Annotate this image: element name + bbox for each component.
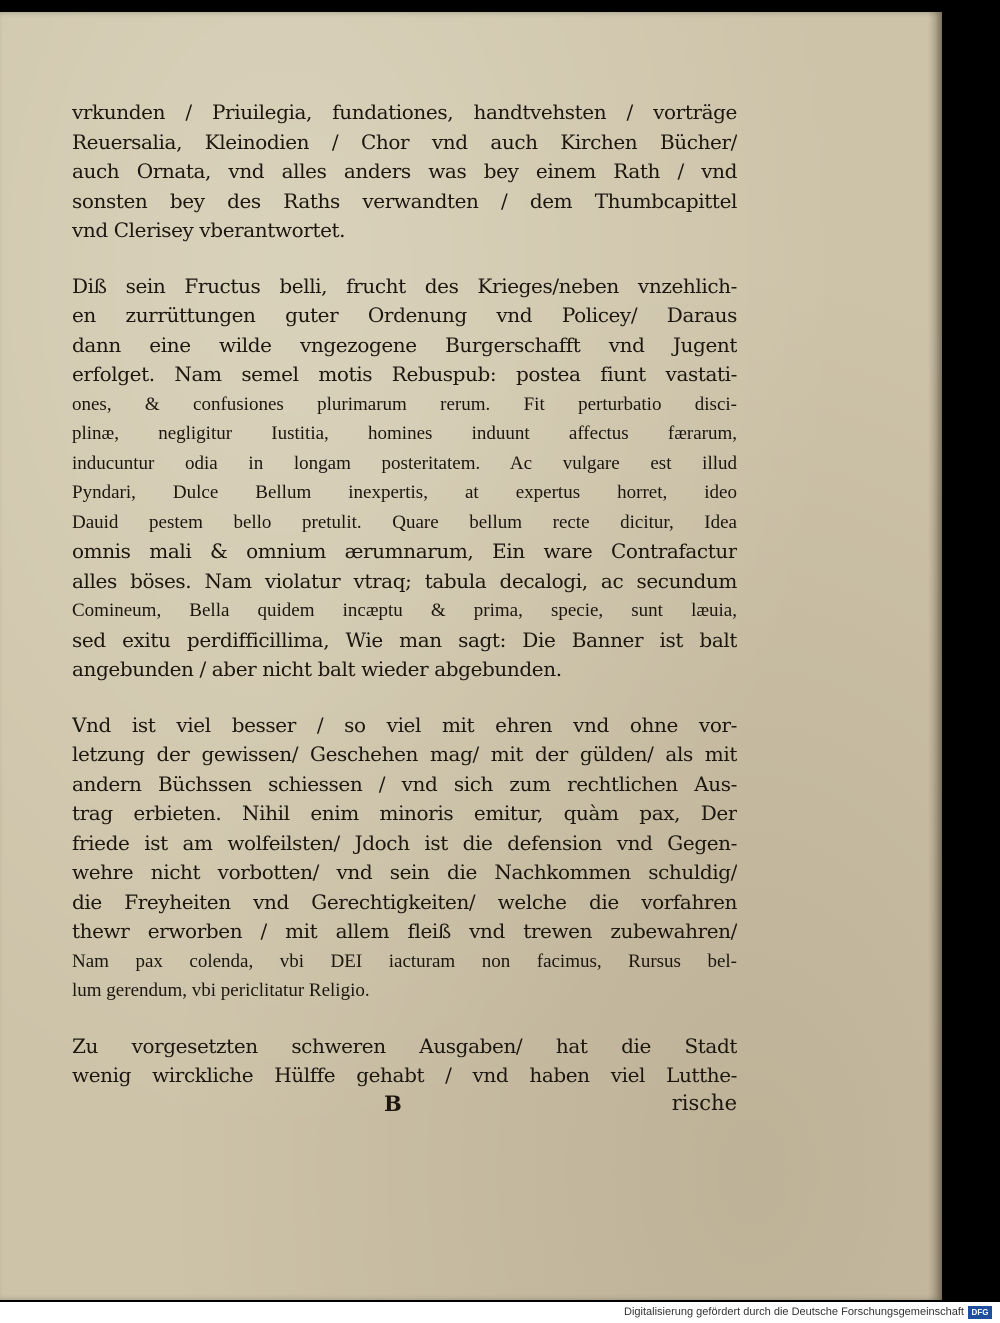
text-line: Vnd ist viel besser / so viel mit ehren vnd ohne vor- — [72, 712, 737, 737]
funding-credit: Digitalisierung gefördert durch die Deutsche Forschungsgemeinschaft — [624, 1306, 964, 1318]
text-line: angebunden / aber nicht balt wieder abgebunden. — [72, 657, 562, 681]
text-line: Comineum, Bella quidem incæptu & prima, specie, sunt læuia, — [72, 600, 737, 621]
text-line: Dauid pestem bello pretulit. Quare bellum recte dicitur, Idea — [72, 511, 737, 533]
text-line: omnis mali & omnium ærumnarum, Ein ware Contrafactur — [72, 539, 737, 563]
text-line: Diß sein Fructus belli, frucht des Krieges/neben vnzehlich- — [72, 273, 737, 298]
text-line: sonsten bey des Raths verwandten / dem Thumbcapittel — [72, 188, 737, 213]
page-text — [72, 98, 737, 1121]
digitization-footer — [0, 1302, 1000, 1323]
text-line: lum gerendum, vbi periclitatur Religio. — [72, 980, 370, 1001]
text-line: alles böses. Nam violatur vtraq; tabula decalogi, ac secundum — [72, 568, 737, 593]
text-line: ones, & confusiones plurimarum rerum. Fit perturbatio disci- — [72, 393, 737, 415]
book-page — [0, 12, 942, 1300]
text-line: Pyndari, Dulce Bellum inexpertis, at expertus horret, ideo — [72, 482, 737, 503]
paragraph-4 — [72, 1032, 737, 1091]
text-line: Reuersalia, Kleinodien / Chor vnd auch Kirchen Bücher/ — [72, 129, 737, 154]
text-line: plinæ, negligitur Iustitia, homines induunt affectus færarum, — [72, 423, 737, 444]
text-line: erfolget. Nam semel motis Rebuspub: postea fiunt vastati- — [72, 362, 737, 386]
text-line: wehre nicht vorbotten/ vnd sein die Nachkommen schuldig/ — [72, 860, 737, 884]
text-line: thewr erworben / mit allem fleiß vnd trewen zubewahren/ — [72, 919, 737, 943]
text-line: dann eine wilde vngezogene Burgerschafft vnd Jugent — [72, 332, 737, 357]
paragraph-1 — [72, 98, 737, 246]
signature-mark: B — [384, 1090, 402, 1116]
text-line: inducuntur odia in longam posteritatem. Ac vulgare est illud — [72, 452, 737, 474]
page-foot-line — [72, 1091, 737, 1121]
page-edge-shadow — [928, 12, 942, 1300]
catchword: rische — [671, 1090, 737, 1115]
text-line: vnd Clerisey vberantwortet. — [72, 218, 346, 242]
paragraph-3 — [72, 711, 737, 1006]
text-line: Zu vorgesetzten schweren Ausgaben/ hat die Stadt — [72, 1033, 737, 1058]
text-line: en zurrüttungen guter Ordenung vnd Policey/ Daraus — [72, 303, 737, 327]
dfg-logo-icon: DFG — [968, 1306, 992, 1319]
text-line: auch Ornata, vnd alles anders was bey einem Rath / vnd — [72, 159, 737, 183]
text-line: vrkunden / Priuilegia, fundationes, handtvehsten / vorträge — [72, 100, 737, 124]
text-line: andern Büchssen schiessen / vnd sich zum rechtlichen Aus- — [72, 771, 737, 796]
text-line: friede ist am wolfeilsten/ Jdoch ist die defension vnd Gegen- — [72, 830, 737, 855]
text-line: Nam pax colenda, vbi DEI iacturam non facimus, Rursus bel- — [72, 950, 737, 972]
text-line: letzung der gewissen/ Geschehen mag/ mit der gülden/ als mit — [72, 742, 737, 766]
paragraph-2 — [72, 272, 737, 685]
text-line: wenig wirckliche Hülffe gehabt / vnd haben viel Lutthe- — [72, 1063, 737, 1087]
text-line: sed exitu perdifficillima, Wie man sagt: Die Banner ist balt — [72, 627, 737, 652]
text-line: trag erbieten. Nihil enim minoris emitur, quàm pax, Der — [72, 801, 737, 825]
text-line: die Freyheiten vnd Gerechtigkeiten/ welche die vorfahren — [72, 889, 737, 914]
